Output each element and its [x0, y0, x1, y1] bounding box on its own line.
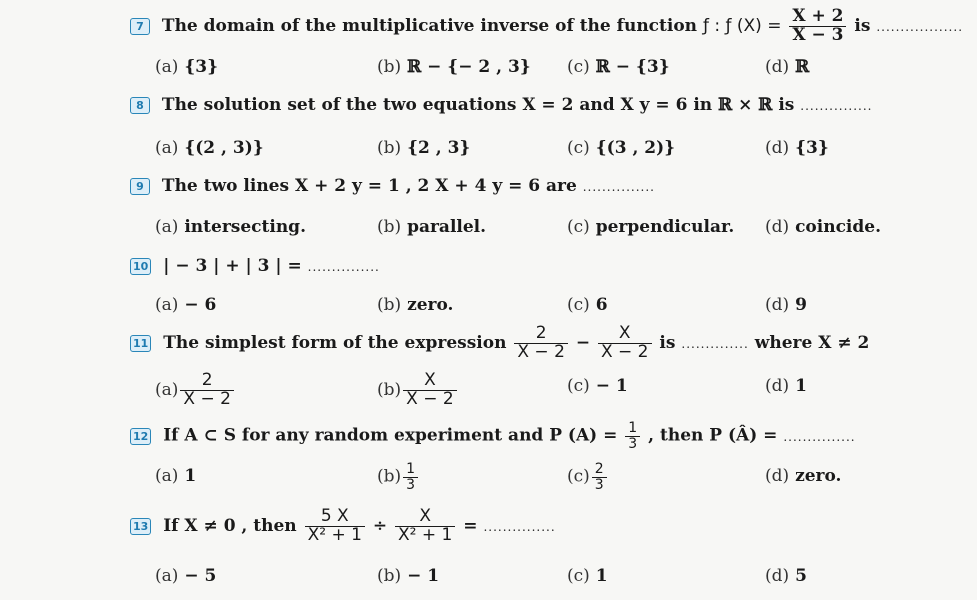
question-10 — [130, 256, 380, 276]
denominator: X − 2 — [406, 388, 454, 409]
option-label: (c) — [567, 217, 590, 237]
option-b[interactable] — [377, 566, 439, 586]
option-label: (c) — [567, 295, 590, 315]
question-tail: is — [854, 15, 871, 36]
numerator: X — [598, 325, 652, 344]
option-label: (c) — [567, 376, 590, 396]
option-value: − 1 — [407, 566, 440, 586]
option-value: {(2 , 3)} — [184, 138, 264, 158]
option-label: (b) — [377, 217, 402, 237]
option-label: (c) — [567, 138, 590, 158]
denominator: X − 2 — [600, 341, 649, 362]
option-b[interactable] — [377, 57, 531, 77]
option-label: (c) — [567, 57, 590, 77]
option-a[interactable] — [155, 372, 236, 409]
question-text: | − 3 | + | 3 | = — [163, 256, 302, 276]
option-label: (d) — [765, 376, 790, 396]
option-value: zero. — [407, 295, 454, 315]
question-text: If A ⊂ S for any random experiment and P (A) = — [163, 425, 618, 446]
option-label: (a) — [155, 466, 179, 486]
option-value: − 6 — [184, 295, 217, 315]
option-value: intersecting. — [184, 217, 306, 237]
condition-text: where X ≠ 2 — [754, 332, 870, 353]
question-text: The simplest form of the expression — [163, 332, 507, 353]
numerator: 1 — [625, 421, 640, 437]
option-value: ℝ − {− 2 , 3} — [407, 57, 531, 77]
option-b[interactable] — [377, 138, 470, 158]
option-c[interactable] — [567, 138, 675, 158]
option-d[interactable] — [765, 57, 809, 77]
option-label: (d) — [765, 466, 790, 486]
option-d[interactable] — [765, 466, 841, 486]
fraction — [395, 508, 455, 545]
option-label: (b) — [377, 379, 402, 400]
option-label: (a) — [155, 57, 179, 77]
option-d[interactable] — [765, 217, 881, 237]
option-value: zero. — [795, 466, 842, 486]
option-value: ℝ − {3} — [595, 57, 670, 77]
question-number: 8 — [130, 97, 150, 114]
option-label: (d) — [765, 217, 790, 237]
denominator: X − 3 — [792, 24, 844, 45]
option-value: {2 , 3} — [407, 138, 471, 158]
option-label: (d) — [765, 57, 790, 77]
option-label: (b) — [377, 138, 402, 158]
option-a[interactable] — [155, 566, 216, 586]
question-text: The two lines X + 2 y = 1 , 2 X + 4 y = 6 are — [161, 176, 577, 196]
option-value: coincide. — [795, 217, 882, 237]
fraction — [403, 462, 418, 492]
denominator: X − 2 — [183, 388, 231, 409]
option-value: {3} — [184, 57, 219, 77]
question-11 — [130, 325, 869, 362]
question-9 — [130, 176, 655, 196]
option-c[interactable] — [567, 295, 608, 315]
question-mid: , then P (Â) = — [648, 425, 778, 446]
option-a[interactable] — [155, 295, 216, 315]
option-value: 1 — [595, 566, 608, 586]
option-d[interactable] — [765, 566, 807, 586]
option-label: (c) — [567, 566, 590, 586]
question-tail: is — [659, 332, 676, 353]
question-8 — [130, 95, 873, 115]
option-value: ℝ — [795, 57, 810, 77]
question-number: 10 — [130, 258, 151, 275]
answer-blank: ............... — [800, 99, 873, 113]
option-label: (a) — [155, 217, 179, 237]
answer-blank: .............. — [681, 336, 749, 351]
answer-blank: .................. — [876, 19, 964, 34]
fraction — [598, 325, 652, 362]
question-number: 12 — [130, 428, 151, 445]
option-value: 1 — [184, 466, 197, 486]
option-a[interactable] — [155, 466, 196, 486]
option-d[interactable] — [765, 138, 829, 158]
numerator: 2 — [592, 462, 607, 478]
question-number: 11 — [130, 335, 151, 352]
question-number: 13 — [130, 518, 151, 535]
option-label: (a) — [155, 138, 179, 158]
question-13 — [130, 508, 556, 545]
numerator: 2 — [514, 325, 568, 344]
fraction — [514, 325, 568, 362]
option-value: parallel. — [407, 217, 487, 237]
denominator: X² + 1 — [307, 524, 362, 545]
denominator: 3 — [406, 476, 416, 493]
option-label: (b) — [377, 295, 402, 315]
answer-blank: ............... — [582, 180, 655, 194]
numerator: X + 2 — [789, 8, 846, 27]
fraction — [789, 8, 846, 45]
option-value: 1 — [795, 376, 807, 396]
option-b[interactable] — [377, 462, 420, 492]
numerator: X — [403, 372, 457, 391]
option-label: (b) — [377, 566, 402, 586]
denominator: 3 — [628, 435, 638, 452]
option-value: 5 — [795, 566, 807, 586]
option-label: (a) — [155, 566, 179, 586]
option-label: (c) — [567, 466, 590, 487]
option-label: (d) — [765, 295, 790, 315]
option-label: (a) — [155, 295, 179, 315]
option-label: (d) — [765, 566, 790, 586]
option-label: (b) — [377, 57, 402, 77]
option-c[interactable] — [567, 57, 670, 77]
minus-sign: − — [575, 332, 591, 353]
question-number: 7 — [130, 18, 150, 35]
option-label: (d) — [765, 138, 790, 158]
denominator: X² + 1 — [398, 524, 453, 545]
option-value: 6 — [595, 295, 608, 315]
fraction — [305, 508, 365, 545]
option-c[interactable] — [567, 217, 734, 237]
fraction — [625, 421, 640, 451]
option-label: (b) — [377, 466, 402, 487]
option-b[interactable] — [377, 372, 459, 409]
fraction — [403, 372, 457, 409]
option-b[interactable] — [377, 295, 453, 315]
option-value: perpendicular. — [595, 217, 735, 237]
answer-blank: ............... — [783, 429, 856, 444]
option-value: {(3 , 2)} — [595, 138, 676, 158]
question-text: The solution set of the two equations X = 2 and X y = 6 in ℝ × ℝ is — [161, 95, 795, 115]
division-sign: ÷ — [372, 515, 388, 536]
answer-blank: ............... — [483, 519, 556, 534]
option-a[interactable] — [155, 217, 306, 237]
numerator: X — [395, 508, 455, 527]
equals-sign: = — [463, 515, 478, 536]
denominator: X − 2 — [517, 341, 565, 362]
question-text: If X ≠ 0 , then — [163, 515, 297, 536]
answer-blank: ............... — [307, 260, 380, 274]
question-text: The domain of the multiplicative inverse of the function — [161, 15, 698, 36]
option-c[interactable] — [567, 566, 608, 586]
option-a[interactable] — [155, 57, 218, 77]
question-12 — [130, 421, 856, 451]
option-label: (a) — [155, 379, 179, 400]
option-c[interactable] — [567, 376, 628, 396]
denominator: 3 — [594, 476, 604, 493]
numerator: 1 — [403, 462, 418, 478]
fraction — [180, 372, 234, 409]
option-value: {3} — [795, 138, 829, 158]
option-b[interactable] — [377, 217, 486, 237]
option-a[interactable] — [155, 138, 264, 158]
numerator: 2 — [180, 372, 234, 391]
option-value: − 5 — [184, 566, 217, 586]
numerator: 5 X — [305, 508, 365, 527]
question-number: 9 — [130, 178, 150, 195]
option-value: − 1 — [595, 376, 628, 396]
option-d[interactable] — [765, 376, 807, 396]
option-d[interactable] — [765, 295, 807, 315]
function-notation: ƒ : ƒ (X) = — [702, 15, 782, 36]
fraction — [592, 462, 607, 492]
question-7 — [130, 8, 963, 45]
option-value: 9 — [795, 295, 807, 315]
option-c[interactable] — [567, 462, 609, 492]
